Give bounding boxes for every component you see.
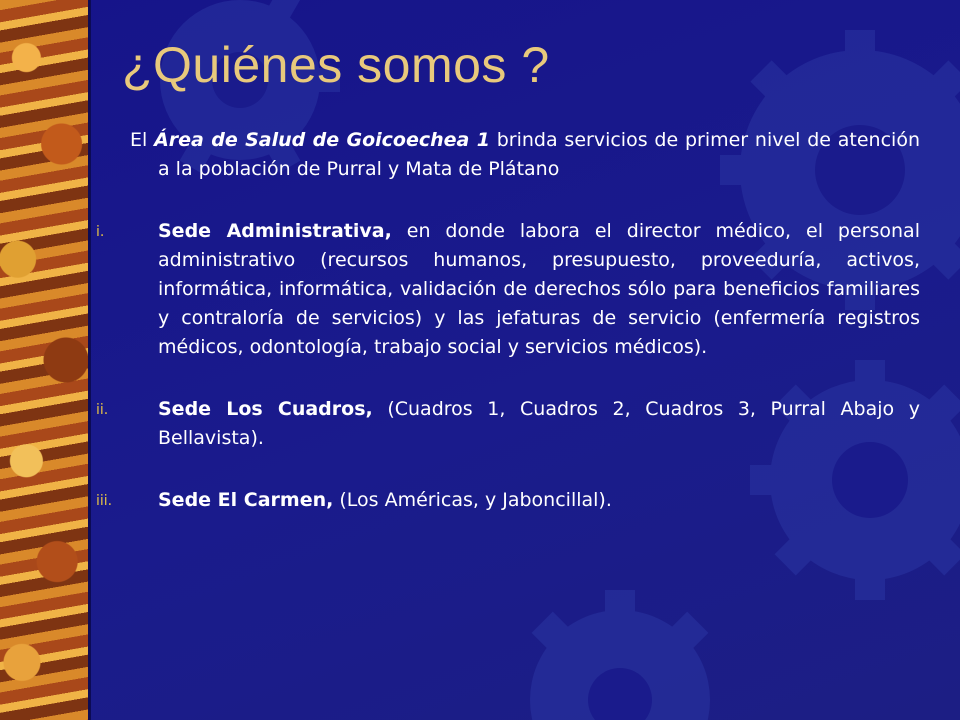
item-lead: Sede Los Cuadros, <box>158 398 373 420</box>
organization-name: Área de Salud de Goicoechea 1 <box>154 129 490 151</box>
list-item-sede-administrativa <box>96 217 920 362</box>
slide-title: ¿Quiénes somos ? <box>122 37 550 93</box>
intro-text: brinda servicios de primer nivel de atención a la población de Purral y Mata de Plátano <box>158 129 920 180</box>
list-marker: iii. <box>96 493 113 509</box>
list-item-sede-el-carmen <box>96 486 920 515</box>
item-text: (Cuadros 1, Cuadros 2, Cuadros 3, Purral Abajo y Bellavista). <box>158 398 920 449</box>
list-marker: i. <box>96 224 105 240</box>
item-lead: Sede Administrativa, <box>158 220 392 242</box>
item-lead: Sede El Carmen, <box>158 489 334 511</box>
intro-prefix: El <box>130 129 155 151</box>
intro-paragraph <box>130 126 920 184</box>
sede-list <box>96 217 920 515</box>
list-marker: ii. <box>96 402 109 418</box>
item-text: en donde labora el director médico, el personal administrativo (recursos humanos, presupuesto, proveeduría, activos, informática, informática, validación de derechos sólo para beneficios familiares y contraloría de servicios) y las jefaturas de servicio (enfermería registros médicos, odontología, trabajo social y servicios médicos). <box>158 220 920 358</box>
slide-body <box>96 126 920 548</box>
item-text: (Los Américas, y Jaboncillal). <box>333 489 612 511</box>
list-item-sede-los-cuadros <box>96 395 920 453</box>
